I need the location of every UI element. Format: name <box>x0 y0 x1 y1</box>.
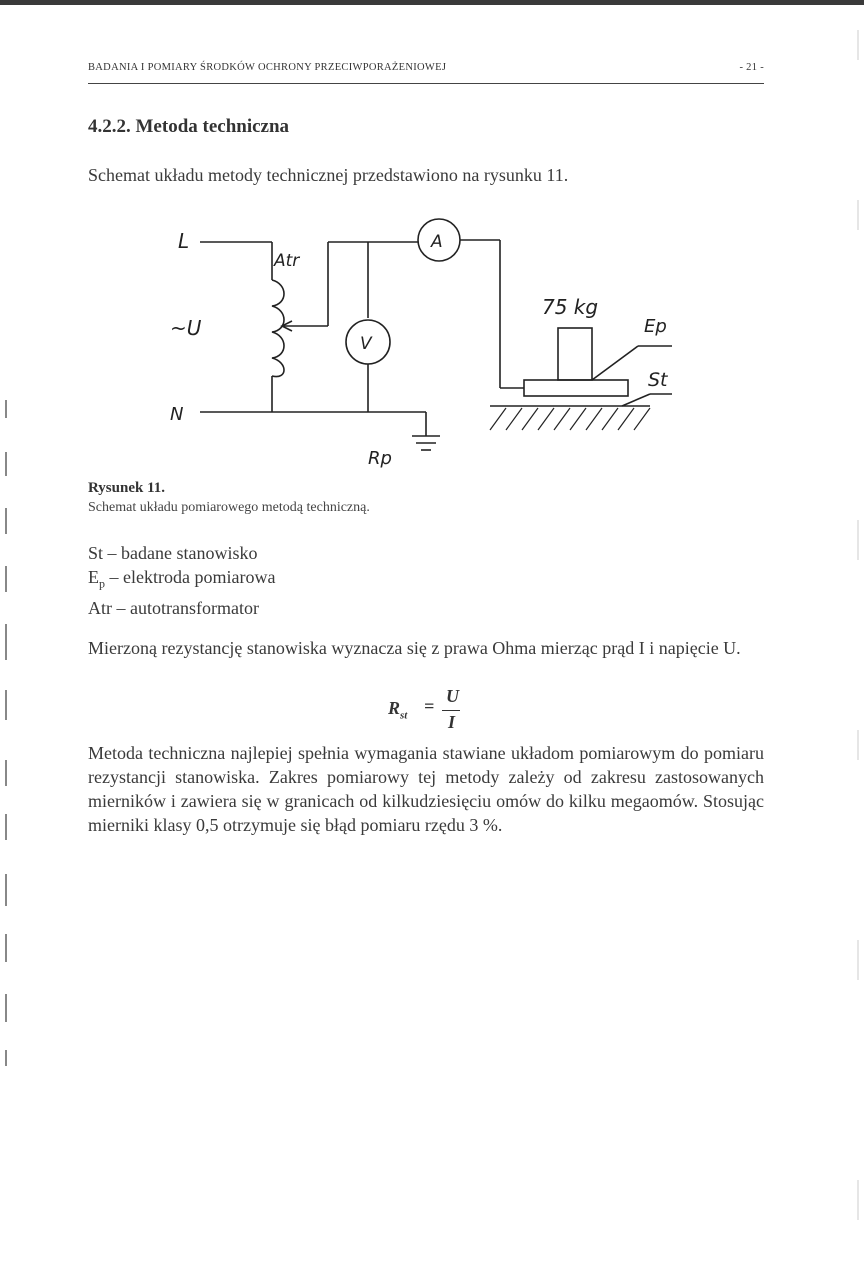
floor-hatching <box>490 408 650 430</box>
scan-top-border <box>0 0 864 5</box>
label-l: L <box>178 229 190 253</box>
legend-item-ep <box>88 565 275 596</box>
figure-caption-text: Schemat układu pomiarowego metodą techniczną. <box>88 500 370 515</box>
label-weight: 75 kg <box>542 295 599 319</box>
label-st: St <box>648 369 668 391</box>
header-rule <box>88 83 764 84</box>
label-rp: Rp <box>368 448 392 469</box>
legend-list <box>88 541 275 620</box>
legend-ep-subscript: p <box>99 576 105 591</box>
paragraph-method: Metoda techniczna najlepiej spełnia wymagania stawiane układom pomiarowym do pomiaru rezystancji stanowiska. Zakres pomiarowy tej metody zależy od zakresu zastosowanych mierników i zawiera się w granicach od kilkudziesięciu omów do kilku megaomów. Stosując mierniki klasy 0,5 otrzymuje się błąd pomiaru rzędu 3 %. <box>88 743 764 835</box>
label-atr: Atr <box>274 251 300 271</box>
legend-item-st: St – badane stanowisko <box>88 543 258 563</box>
running-title: BADANIA I POMIARY ŚRODKÓW OCHRONY PRZECIWPORAŻENIOWEJ <box>88 62 447 73</box>
formula-equals: = <box>424 696 435 716</box>
section-heading: 4.2.2. Metoda techniczna <box>88 116 290 137</box>
weight-block <box>558 328 592 380</box>
formula-lhs-sub: st <box>400 709 408 722</box>
ohm-formula <box>388 686 478 740</box>
label-v: V <box>360 334 372 354</box>
formula-lhs: $R_{st}$ <box>388 698 408 722</box>
legend-ep-text: – elektroda pomiarowa <box>105 567 276 587</box>
ep-leader <box>592 346 638 380</box>
running-header <box>88 62 764 73</box>
label-ep: Ep <box>644 316 667 337</box>
paragraph-ohm: Mierzoną rezystancję stanowiska wyznacza się z prawa Ohma mierząc prąd I i napięcie U. <box>88 638 741 658</box>
label-u: ~U <box>170 316 202 340</box>
label-n: N <box>170 404 184 425</box>
circuit-diagram <box>160 200 680 480</box>
formula-numerator: U <box>446 686 459 706</box>
intro-paragraph: Schemat układu metody technicznej przedstawiono na rysunku 11. <box>88 165 569 185</box>
legend-ep-symbol: E <box>88 567 99 587</box>
legend-item-atr: Atr – autotransformator <box>88 597 259 618</box>
page-number: - 21 - <box>739 62 764 73</box>
formula-fraction-bar <box>442 710 460 711</box>
test-stand-plate <box>524 380 628 396</box>
figure-caption-title: Rysunek 11. <box>88 480 165 496</box>
formula-denominator: I <box>448 712 456 732</box>
autotransformer-coil <box>272 280 284 377</box>
label-a: A <box>431 232 443 252</box>
